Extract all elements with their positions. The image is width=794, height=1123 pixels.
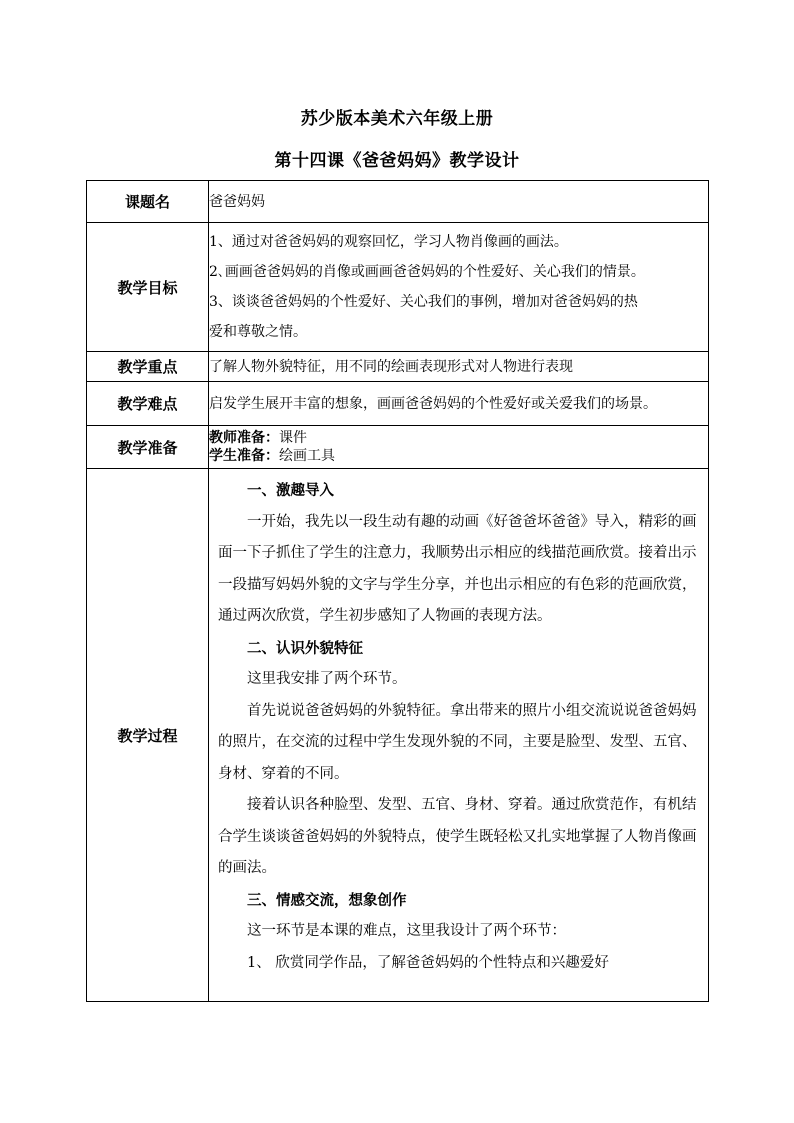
- key-points-value: 了解人物外貌特征，用不同的绘画表现形式对人物进行表现: [209, 352, 709, 382]
- section2-paragraph: 接着认识各种脸型、发型、五官、身材、穿着。通过欣赏范作，有机结合学生谈谈爸爸妈妈的外貌特点，使学生既轻松又扎实地掌握了人物肖像画的画法。: [218, 797, 697, 876]
- difficulties-value: 启发学生展开丰富的想象，画画爸爸妈妈的个性爱好或关爱我们的场景。: [209, 382, 709, 426]
- preparation-label: 教学准备: [87, 426, 209, 469]
- goal-item: 3、谈谈爸爸妈妈的个性爱好、关心我们的事例，增加对爸爸妈妈的热: [209, 294, 638, 310]
- student-prep: [209, 447, 708, 465]
- section1-heading: 一、激趣导入: [247, 482, 334, 499]
- lesson-plan-table: [86, 180, 709, 1002]
- topic-label: 课题名: [87, 181, 209, 223]
- process-cell: [209, 469, 709, 1002]
- goal-item: 爱和尊敬之情。: [209, 324, 307, 340]
- document-title: 苏少版本美术六年级上册: [300, 109, 494, 129]
- topic-value: 爸爸妈妈: [209, 181, 709, 223]
- goals-label: 教学目标: [87, 223, 209, 352]
- row-difficulties: [87, 382, 709, 426]
- student-prep-value: 绘画工具: [279, 448, 335, 464]
- row-process: [87, 469, 709, 1002]
- preparation-cell: [209, 426, 709, 469]
- key-points-label: 教学重点: [87, 352, 209, 382]
- goal-item: 2､画画爸爸妈妈的肖像或画画爸爸妈妈的个性爱好、关心我们的情景。: [209, 264, 645, 280]
- student-prep-label: 学生准备：: [209, 448, 279, 464]
- row-preparation: [87, 426, 709, 469]
- section2-heading: 二、认识外貌特征: [247, 639, 363, 657]
- goal-item: 1、通过对爸爸妈妈的观察回忆，学习人物肖像画的画法。: [209, 234, 568, 250]
- section2-paragraph: 这里我安排了两个环节。: [247, 671, 407, 687]
- row-key-points: [87, 352, 709, 382]
- section3-item: 1、 欣赏同学作品，了解爸爸妈妈的个性特点和兴趣爱好: [247, 954, 609, 971]
- row-goals: [87, 223, 709, 352]
- goals-cell: [209, 223, 709, 352]
- teacher-prep-value: 课件: [279, 430, 307, 446]
- process-label: 教学过程: [87, 469, 209, 1002]
- row-topic: [87, 181, 709, 223]
- difficulties-label: 教学难点: [87, 382, 209, 426]
- teacher-prep-label: 教师准备：: [209, 430, 279, 446]
- teacher-prep: [209, 429, 708, 447]
- section2-paragraph: 首先说说爸爸妈妈的外貌特征。拿出带来的照片小组交流说说爸爸妈妈的照片，在交流的过程中学生发现外貌的不同，主要是脸型、发型、五官、身材、穿着的不同。: [218, 702, 697, 782]
- lesson-title: 第十四课《爸爸妈妈》教学设计: [274, 151, 520, 171]
- section3-paragraph: 这一环节是本课的难点，这里我设计了两个环节：: [247, 923, 566, 939]
- section3-heading: 三、情感交流，想象创作: [247, 891, 407, 909]
- section1-paragraph: 一开始，我先以一段生动有趣的动画《好爸爸坏爸爸》导入，精彩的画面一下子抓住了学生的注意力，我顺势出示相应的线描范画欣赏。接着出示一段描写妈妈外貌的文字与学生分享，并也出示相应的有色彩的范画欣赏，通过两次欣赏，学生初步感知了人物画的表现方法。: [218, 513, 697, 624]
